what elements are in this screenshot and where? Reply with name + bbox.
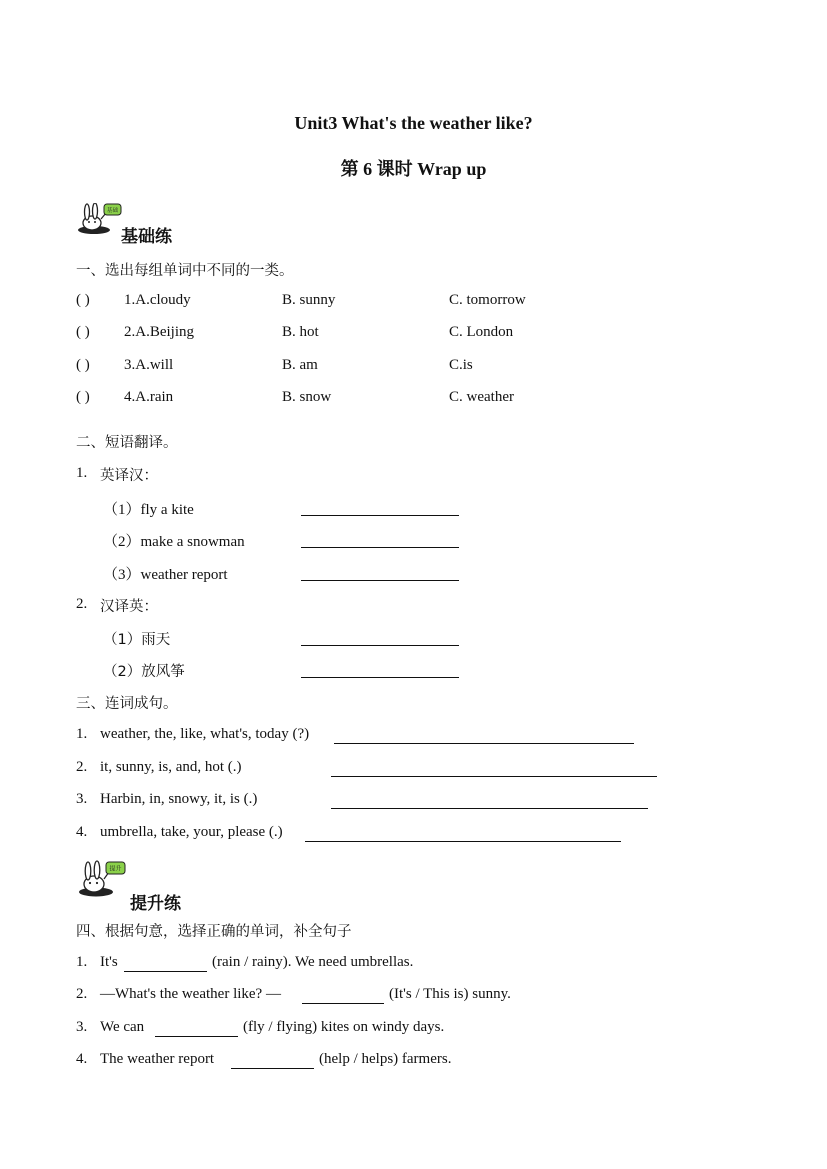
- bunny-icon: [76, 203, 122, 235]
- sentence-end: (fly / flying) kites on windy days.: [243, 1019, 445, 1035]
- section-basic-label: 基础练: [121, 227, 172, 247]
- option-a: 1.A.cloudy: [124, 292, 191, 308]
- answer-paren[interactable]: ( ): [76, 324, 90, 340]
- sentence-start: The weather report: [100, 1051, 215, 1067]
- item-number: 4.: [76, 1051, 88, 1067]
- sentence-start: —What's the weather like? —: [100, 986, 281, 1002]
- badge-text: 提升: [109, 865, 122, 873]
- option-c: C. tomorrow: [449, 292, 526, 308]
- answer-line[interactable]: [301, 547, 459, 548]
- option-b: B. hot: [282, 324, 319, 340]
- badge-text: 基础: [106, 208, 119, 214]
- answer-line[interactable]: [331, 808, 648, 809]
- section-advanced-label: 提升练: [130, 894, 181, 914]
- part4-heading: 四、根据句意，选择正确的单词，补全句子: [76, 924, 352, 940]
- option-b: B. am: [282, 357, 318, 373]
- answer-line[interactable]: [301, 515, 459, 516]
- page-subtitle: 第 6 课时 Wrap up: [340, 159, 487, 179]
- scrambled-words: weather, the, like, what's, today (?): [100, 726, 310, 742]
- option-a: 3.A.will: [124, 357, 174, 373]
- item-number: 4.: [76, 824, 88, 840]
- sentence-end: (help / helps) farmers.: [319, 1051, 452, 1067]
- sentence-start: We can: [100, 1019, 145, 1035]
- scrambled-words: it, sunny, is, and, hot (.): [100, 759, 242, 775]
- scrambled-words: umbrella, take, your, please (.): [100, 824, 283, 840]
- part3-heading: 三、连词成句。: [76, 696, 178, 712]
- answer-line[interactable]: [305, 841, 621, 842]
- bunny-icon: [76, 860, 126, 898]
- sub1-number: 1.: [76, 465, 88, 481]
- scrambled-words: Harbin, in, snowy, it, is (.): [100, 791, 258, 807]
- answer-paren[interactable]: ( ): [76, 389, 90, 405]
- phrase-item: （2）放风筝: [103, 664, 185, 680]
- phrase-item: （2）make a snowman: [103, 534, 245, 550]
- option-a: 2.A.Beijing: [124, 324, 194, 340]
- sub1-label: 英译汉：: [100, 468, 158, 484]
- answer-line[interactable]: [301, 645, 459, 646]
- item-number: 2.: [76, 759, 88, 775]
- answer-paren[interactable]: ( ): [76, 292, 90, 308]
- sentence-end: (It's / This is) sunny.: [389, 986, 511, 1002]
- part2-heading: 二、短语翻译。: [76, 435, 178, 451]
- option-c: C. London: [449, 324, 514, 340]
- sentence-start: It's: [100, 954, 118, 970]
- answer-paren[interactable]: ( ): [76, 357, 90, 373]
- item-number: 2.: [76, 986, 88, 1002]
- phrase-item: （3）weather report: [103, 567, 228, 583]
- item-number: 3.: [76, 1019, 88, 1035]
- answer-line[interactable]: [155, 1036, 238, 1037]
- answer-line[interactable]: [301, 677, 459, 678]
- item-number: 1.: [76, 726, 88, 742]
- item-number: 3.: [76, 791, 88, 807]
- answer-line[interactable]: [331, 776, 657, 777]
- option-c: C. weather: [449, 389, 514, 405]
- option-c: C.is: [449, 357, 473, 373]
- answer-line[interactable]: [334, 743, 634, 744]
- item-number: 1.: [76, 954, 88, 970]
- phrase-item: （1）雨天: [103, 632, 171, 648]
- part1-heading: 一、选出每组单词中不同的一类。: [76, 263, 294, 279]
- option-b: B. sunny: [282, 292, 336, 308]
- answer-line[interactable]: [302, 1003, 384, 1004]
- sub2-label: 汉译英：: [100, 599, 158, 615]
- answer-line[interactable]: [301, 580, 459, 581]
- page-title: Unit3 What's the weather like?: [294, 113, 533, 133]
- sentence-end: (rain / rainy). We need umbrellas.: [212, 954, 414, 970]
- phrase-item: （1）fly a kite: [103, 502, 194, 518]
- option-b: B. snow: [282, 389, 332, 405]
- option-a: 4.A.rain: [124, 389, 174, 405]
- answer-line[interactable]: [231, 1068, 314, 1069]
- sub2-number: 2.: [76, 596, 88, 612]
- answer-line[interactable]: [124, 971, 207, 972]
